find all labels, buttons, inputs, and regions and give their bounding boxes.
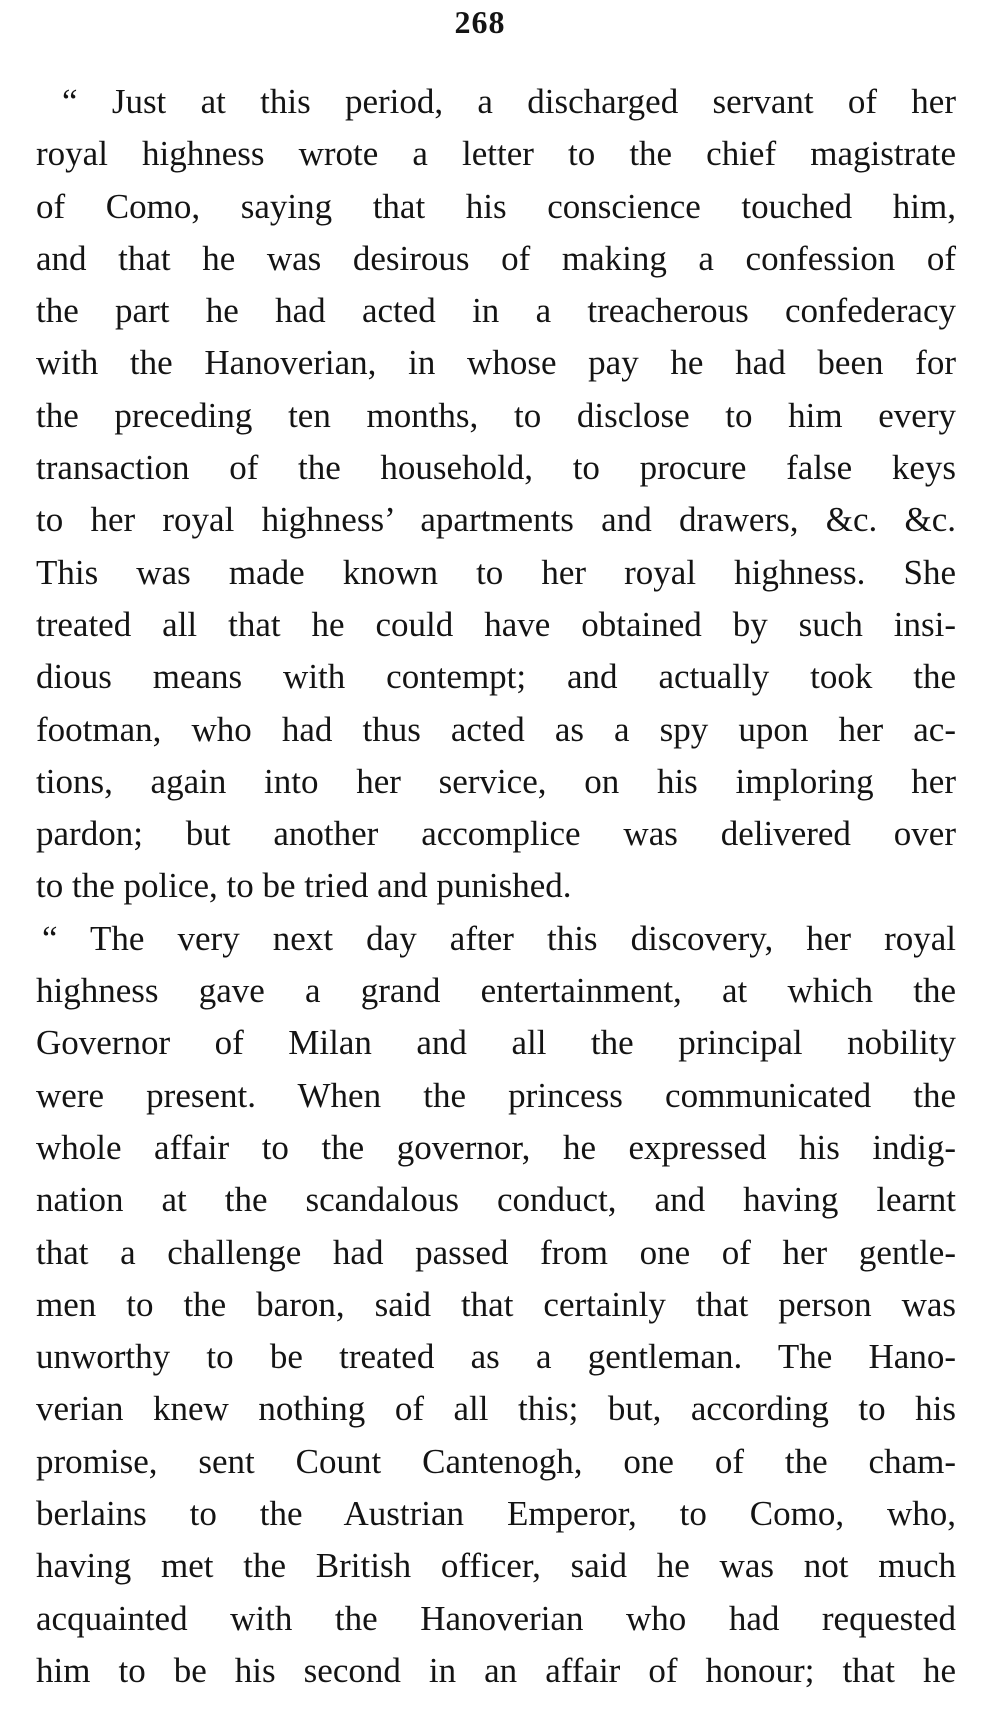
text-line: nation at the scandalous conduct, and having learnt <box>36 1180 956 1220</box>
page-number: 268 <box>454 4 506 40</box>
text-line: that a challenge had passed from one of her gentle- <box>36 1232 956 1272</box>
text-line: transaction of the household, to procure false keys <box>36 448 956 488</box>
text-line: footman, who had thus acted as a spy upon her ac- <box>36 709 956 749</box>
text-line: the part he had acted in a treacherous confederacy <box>36 291 956 331</box>
text-line: were present. When the princess communicated the <box>36 1075 956 1115</box>
text-line: tions, again into her service, on his imploring her <box>36 761 956 801</box>
text-line: men to the baron, said that certainly that person was <box>36 1284 956 1324</box>
text-line: treated all that he could have obtained by such insi- <box>36 604 956 644</box>
text-line: whole affair to the governor, he expressed his indig- <box>36 1127 956 1167</box>
text-line: pardon; but another accomplice was delivered over <box>36 814 956 854</box>
text-line: verian knew nothing of all this; but, according to his <box>36 1389 956 1429</box>
text-line: the preceding ten months, to disclose to him every <box>36 395 956 435</box>
text-line: acquainted with the Hanoverian who had requested <box>36 1598 956 1638</box>
text-line: promise, sent Count Cantenogh, one of the cham- <box>36 1441 956 1481</box>
text-line: him to be his second in an affair of honour; that he <box>36 1650 956 1690</box>
body-text <box>36 76 956 1697</box>
text-line: to the police, to be tried and punished. <box>36 866 572 906</box>
text-line: “ The very next day after this discovery, her royal <box>42 918 956 958</box>
text-line: “ Just at this period, a discharged servant of her <box>62 82 956 121</box>
text-line: This was made known to her royal highness. She <box>36 552 956 592</box>
text-line: unworthy to be treated as a gentleman. The Hano- <box>36 1337 956 1377</box>
text-line: and that he was desirous of making a confession of <box>36 238 956 278</box>
text-line: having met the British officer, said he was not much <box>36 1546 956 1586</box>
text-line: of Como, saying that his conscience touched him, <box>36 186 956 226</box>
text-line: highness gave a grand entertainment, at which the <box>36 971 956 1011</box>
text-line: dious means with contempt; and actually took the <box>36 657 956 697</box>
text-line: berlains to the Austrian Emperor, to Como, who, <box>36 1494 956 1534</box>
text-line: to her royal highness’ apartments and drawers, &c. &c. <box>36 500 956 540</box>
text-line: Governor of Milan and all the principal nobility <box>36 1023 956 1063</box>
text-line: with the Hanoverian, in whose pay he had been for <box>36 343 956 383</box>
text-line: royal highness wrote a letter to the chief magistrate <box>36 134 956 174</box>
